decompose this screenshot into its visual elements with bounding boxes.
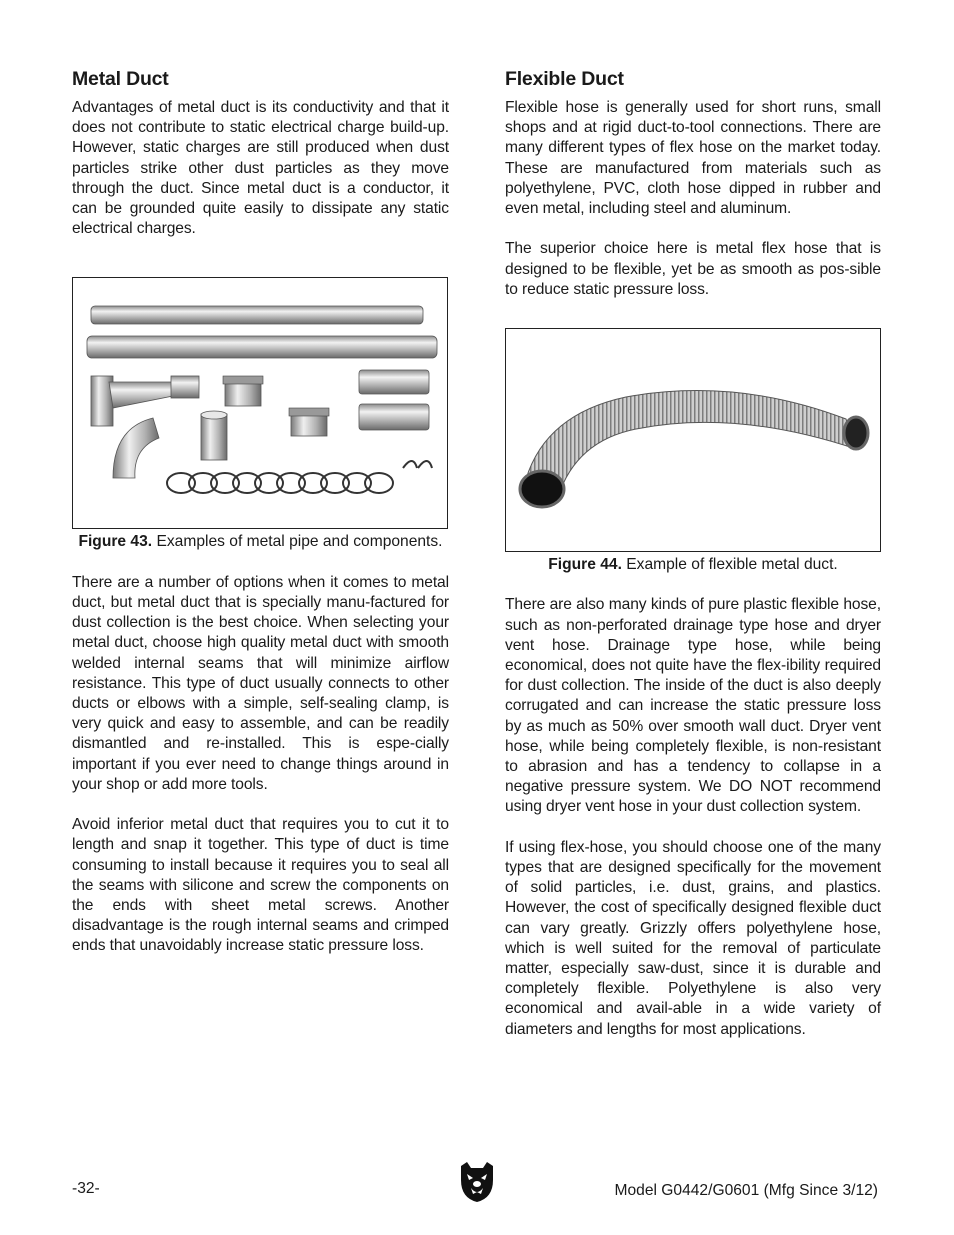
- figure-44-text: Example of flexible metal duct.: [626, 556, 838, 574]
- figure-43-caption: [72, 532, 449, 552]
- metal-duct-heading: Metal Duct: [72, 68, 169, 90]
- flexible-duct-superior: The superior choice here is metal flex hose that is designed to be flexible, yet be as smooth as pos-sible to reduce static pressure loss.: [505, 240, 881, 298]
- metal-duct-intro: Advantages of metal duct is its conductivity and that it does not contribute to static electrical charge build-up. However, static charges are still produced when dust particles strike other dust particles as they move through the duct. Since metal duct is a conductor, it can be grounded quite easily to dissipate any static electrical charges.: [72, 99, 449, 238]
- plastic-flex-hose: There are also many kinds of pure plastic flexible hose, such as non-perforated drainage type hose and dryer vent hose. Drainage type hose, while being economical, does not quite have the flex-ibility required for dust collection. The inside of the duct is also deeply corrugated and can increase the static pressure loss by as much as 50% over smooth wall duct. Dryer vent hose, while being completely flexible, is non-resistant to abrasion and has a tendency to collapse in a negative pressure system. We DO NOT recommend using dryer vent hose in your dust collection system.: [505, 596, 881, 816]
- flexible-duct-heading: Flexible Duct: [505, 68, 624, 90]
- flexible-duct-intro: Flexible hose is generally used for short runs, small shops and at rigid duct-to-tool connections. There are many different types of flex hose on the market today. These are manufactured from materials such as polyethylene, PVC, cloth hose dipped in rubber and even metal, including steel and aluminum.: [505, 99, 881, 218]
- figure-43-text: Examples of metal pipe and components.: [156, 533, 443, 551]
- figure-44-number: Figure 44.: [548, 556, 622, 574]
- figure-44-image: [505, 328, 881, 552]
- figure-43-number: Figure 43.: [78, 533, 153, 551]
- metal-pipe-components-illustration: [73, 278, 447, 528]
- flexible-metal-duct-illustration: [506, 329, 880, 551]
- flex-hose-choice: If using flex-hose, you should choose one of the many types that are designed specifically for the movement of solid particles, i.e. dust, grains, and plastics. However, the cost of specifically designed flexible duct can vary greatly. Grizzly offers polyethylene hose, which is well suited for the removal of particulate matter, especially saw-dust, since it is durable and completely flexible. Polyethylene is also very economical and avail-able in a wide variety of diameters and lengths for most applications.: [505, 838, 881, 1038]
- figure-43-image: [72, 277, 448, 529]
- metal-duct-inferior: Avoid inferior metal duct that requires you to cut it to length and snap it together. This type of duct is time consuming to install because it requires you to seal all the seams with silicone and screw the components on the ends with sheet metal screws. Another disadvantage is the rough internal seams and crimped ends that unavoidably increase static pressure loss.: [72, 816, 449, 955]
- model-info: Model G0442/G0601 (Mfg Since 3/12): [614, 1182, 878, 1199]
- figure-44-caption: [505, 555, 881, 575]
- metal-duct-options: There are a number of options when it comes to metal duct, but metal duct that is specially manu-factured for dust collection is the best choice. When selecting your metal duct, choose high quality metal duct with smooth welded internal seams that will minimize airflow resistance. This type of duct usually connects to other ducts or elbows with a simple, self-sealing clamp, is very quick and easy to assemble, and can be readily dismantled and re-installed. This is espe-cially important if you ever need to change things around in your shop or add more tools.: [72, 573, 449, 793]
- right-column: [505, 66, 881, 1040]
- page-number: -32-: [72, 1180, 100, 1197]
- grizzly-bear-logo-icon: [457, 1160, 497, 1204]
- left-column: [72, 66, 449, 957]
